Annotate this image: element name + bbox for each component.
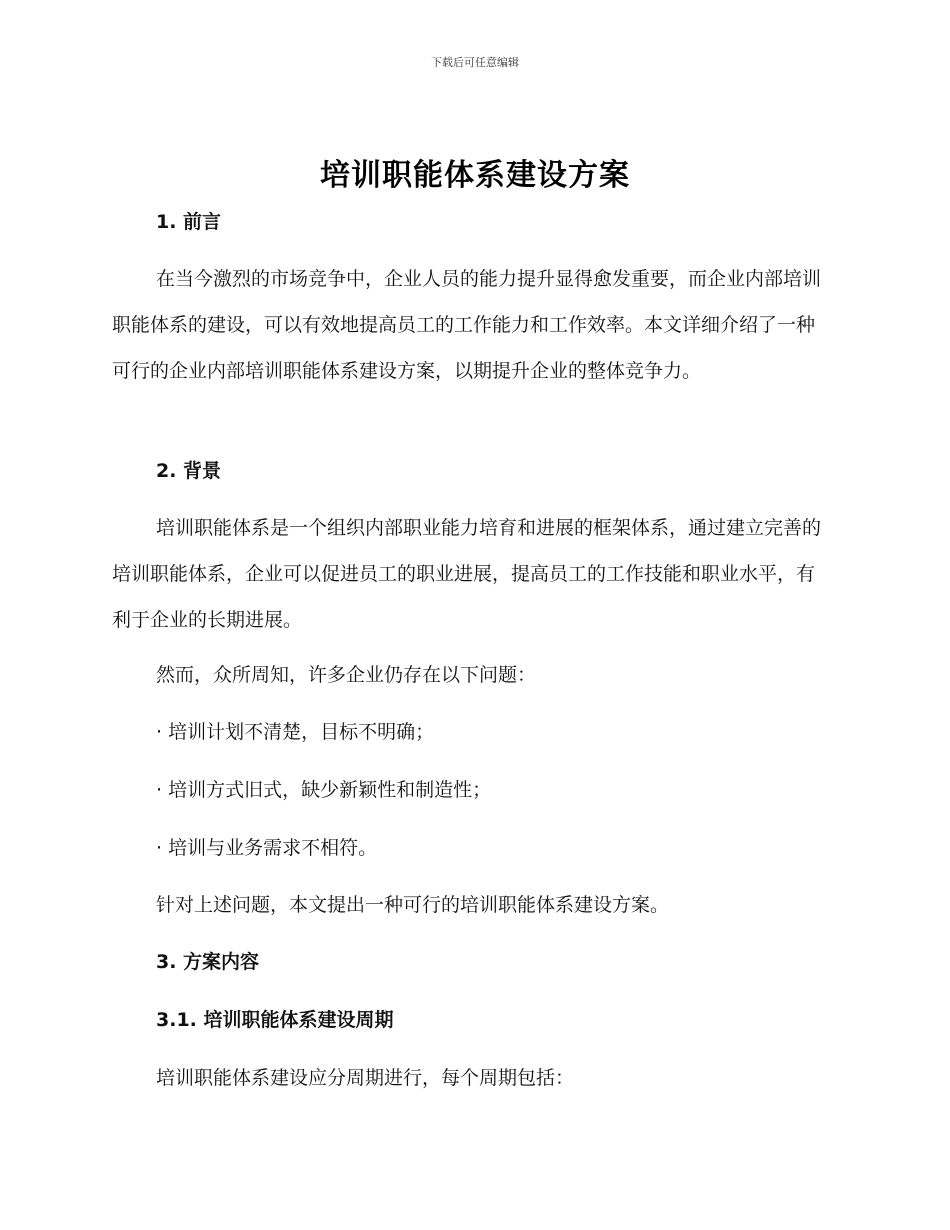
problem-bullet-item: · 培训方式旧式，缺少新颖性和制造性； — [156, 779, 492, 801]
section-heading-plan-content: 3. 方案内容 — [156, 951, 260, 973]
problems-lead-sentence: 然而，众所周知，许多企业仍存在以下问题： — [156, 664, 537, 686]
background-conclusion: 针对上述问题，本文提出一种可行的培训职能体系建设方案。 — [156, 894, 670, 916]
problem-bullet-item: · 培训计划不清楚，目标不明确； — [156, 721, 435, 743]
problem-bullet-item: · 培训与业务需求不相符。 — [156, 837, 378, 859]
background-paragraph: 培训职能体系是一个组织内部职业能力培育和进展的框架体系，通过建立完善的培训职能体系，企业可以促进员工的职业进展，提高员工的工作技能和职业水平，有利于企业的长期进展。 — [112, 517, 822, 631]
section-heading-background: 2. 背景 — [156, 460, 222, 482]
section-heading-preface: 1. 前言 — [156, 211, 222, 233]
cycle-paragraph: 培训职能体系建设应分周期进行，每个周期包括： — [156, 1067, 575, 1089]
preface-paragraph: 在当今激烈的市场竞争中，企业人员的能力提升显得愈发重要，而企业内部培训职能体系的建设，可以有效地提高员工的工作能力和工作效率。本文详细介绍了一种可行的企业内部培训职能体系建设方案，以期提升企业的整体竞争力。 — [112, 268, 822, 382]
subsection-heading-cycle: 3.1. 培训职能体系建设周期 — [156, 1009, 394, 1031]
header-note: 下载后可任意编辑 — [431, 56, 519, 69]
document-title: 培训职能体系建设方案 — [320, 158, 630, 193]
